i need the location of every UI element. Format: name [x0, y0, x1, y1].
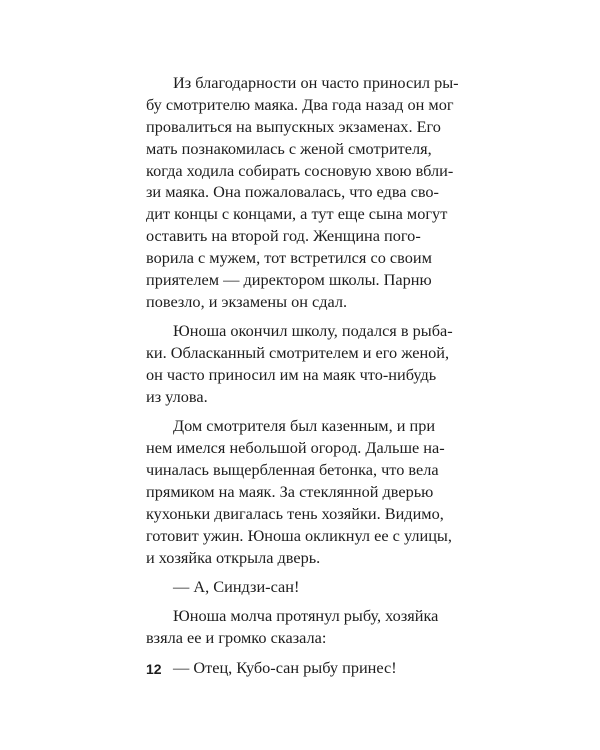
- text-line: кухоньки двигалась тень хозяйки. Видимо,: [146, 503, 444, 523]
- page-number: 12: [146, 661, 162, 677]
- paragraph-4-dialogue: [146, 576, 420, 598]
- text-line: Юноша молча протянул рыбу, хозяйка: [173, 606, 439, 626]
- paragraph-2: [146, 320, 453, 408]
- paragraph-6-dialogue: [146, 657, 420, 679]
- paragraph-5: [146, 605, 439, 649]
- text-line: провалиться на выпускных экзаменах. Его: [146, 116, 441, 136]
- text-line: нем имелся небольшой огород. Дальше на-: [146, 438, 445, 458]
- text-line: когда ходила собирать сосновую хвою вбли-: [146, 160, 454, 180]
- paragraph-1: [146, 72, 459, 313]
- text-line: Из благодарности он часто приносил ры-: [173, 73, 459, 92]
- body-text: [146, 72, 459, 679]
- text-line: и хозяйка открыла дверь.: [146, 547, 321, 567]
- text-line: из улова.: [146, 386, 208, 406]
- dialogue-line: — Отец, Кубо-сан рыбу принес!: [173, 657, 397, 677]
- text-line: повезло, и экзамены он сдал.: [146, 291, 348, 311]
- dialogue-line: — А, Синдзи-сан!: [173, 577, 300, 597]
- text-line: дит концы с концами, а тут еще сына могут: [146, 204, 448, 224]
- text-line: ворила с мужем, тот встретился со своим: [146, 248, 432, 268]
- text-line: оставить на второй год. Женщина пого-: [146, 226, 421, 246]
- text-line: бу смотрителю маяка. Два года назад он мог: [146, 94, 454, 114]
- text-line: чиналась выщербленная бетонка, что вела: [146, 460, 439, 480]
- text-line: приятелем — директором школы. Парню: [146, 270, 432, 290]
- text-line: он часто приносил им на маяк что-нибудь: [146, 365, 437, 385]
- text-line: зи маяка. Она пожаловалась, что едва сво-: [146, 182, 439, 202]
- text-line: ки. Обласканный смотрителем и его женой,: [146, 343, 450, 363]
- text-line: Дом смотрителя был казенным, и при: [173, 416, 436, 436]
- text-line: взяла ее и громко сказала:: [146, 628, 327, 648]
- text-line: прямиком на маяк. За стеклянной дверью: [146, 482, 434, 502]
- text-line: Юноша окончил школу, подался в рыба-: [173, 321, 453, 341]
- text-line: готовит ужин. Юноша окликнул ее с улицы,: [146, 525, 452, 545]
- paragraph-3: [146, 415, 452, 568]
- text-line: мать познакомилась с женой смотрителя,: [146, 138, 432, 158]
